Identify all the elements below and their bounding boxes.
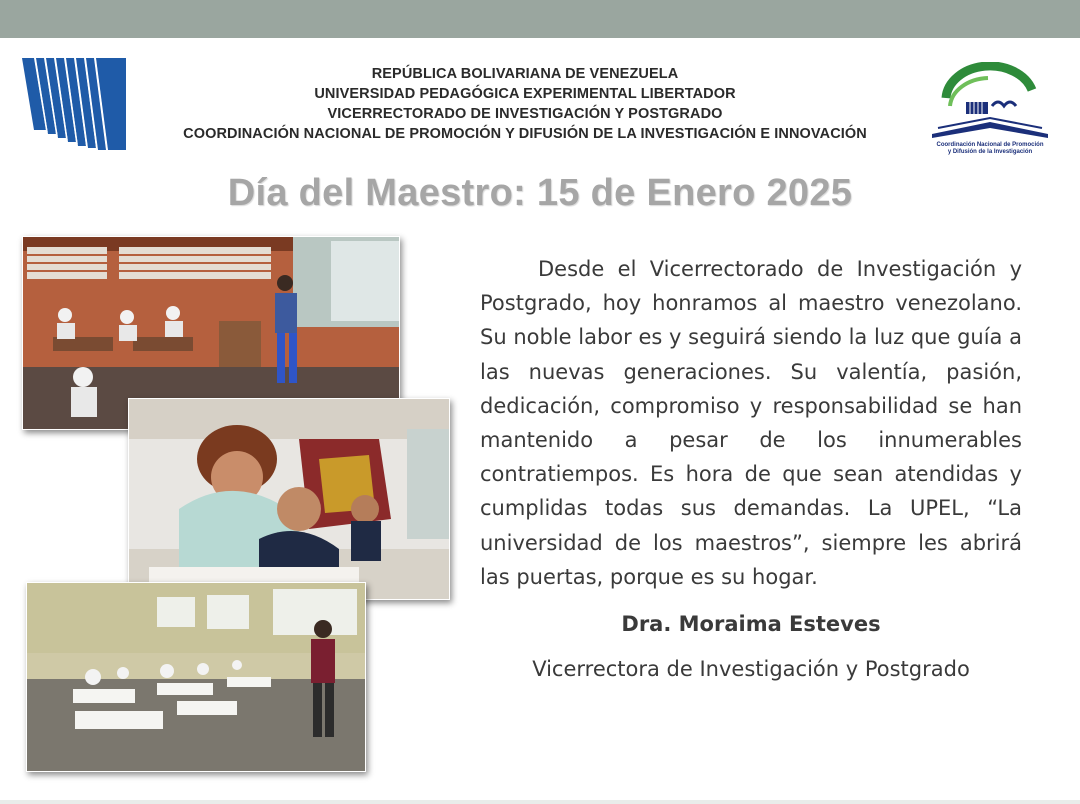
header-line-vicerrectorado: VICERRECTORADO DE INVESTIGACIÓN Y POSTGRADO xyxy=(327,106,723,122)
bottom-divider xyxy=(0,800,1080,804)
signer-name: Dra. Moraima Esteves xyxy=(621,612,881,636)
header-line-university: UNIVERSIDAD PEDAGÓGICA EXPERIMENTAL LIBERTADOR xyxy=(314,86,736,102)
classroom-photo-3 xyxy=(26,582,366,772)
header-line-republic: REPÚBLICA BOLIVARIANA DE VENEZUELA xyxy=(371,66,679,82)
coordination-logo xyxy=(928,62,1052,158)
header-line-coordination: COORDINACIÓN NACIONAL DE PROMOCIÓN Y DIFUSIÓN DE LA INVESTIGACIÓN E INNOVACIÓN xyxy=(183,126,867,142)
upel-logo xyxy=(22,58,126,150)
institution-header xyxy=(130,64,920,144)
coordination-logo-caption-1: Coordinación Nacional de Promoción xyxy=(936,142,1044,148)
page-title: Día del Maestro: 15 de Enero 2025 xyxy=(227,172,853,214)
classroom-photo-2 xyxy=(128,398,450,600)
tribute-message: Desde el Vicerrectorado de Investigación y Postgrado, hoy honramos al maestro venezolano. Su noble labor es y seguirá siendo la luz que guía a las nuevas generaciones. Su valentía, pasión, dedicación, compromiso y responsabilidad se han mantenido a pesar de los innumerables contratiempos. Es hora de que sean atendidas y cumplidas todas sus demandas. La UPEL, “La universidad de los maestros”, siempre les abrirá las puertas, porque es su hogar. xyxy=(480,257,1022,589)
coordination-logo-caption-2: y Difusión de la Investigación xyxy=(947,149,1033,155)
top-bar xyxy=(0,0,1080,38)
signer-position: Vicerrectora de Investigación y Postgrado xyxy=(532,657,970,681)
